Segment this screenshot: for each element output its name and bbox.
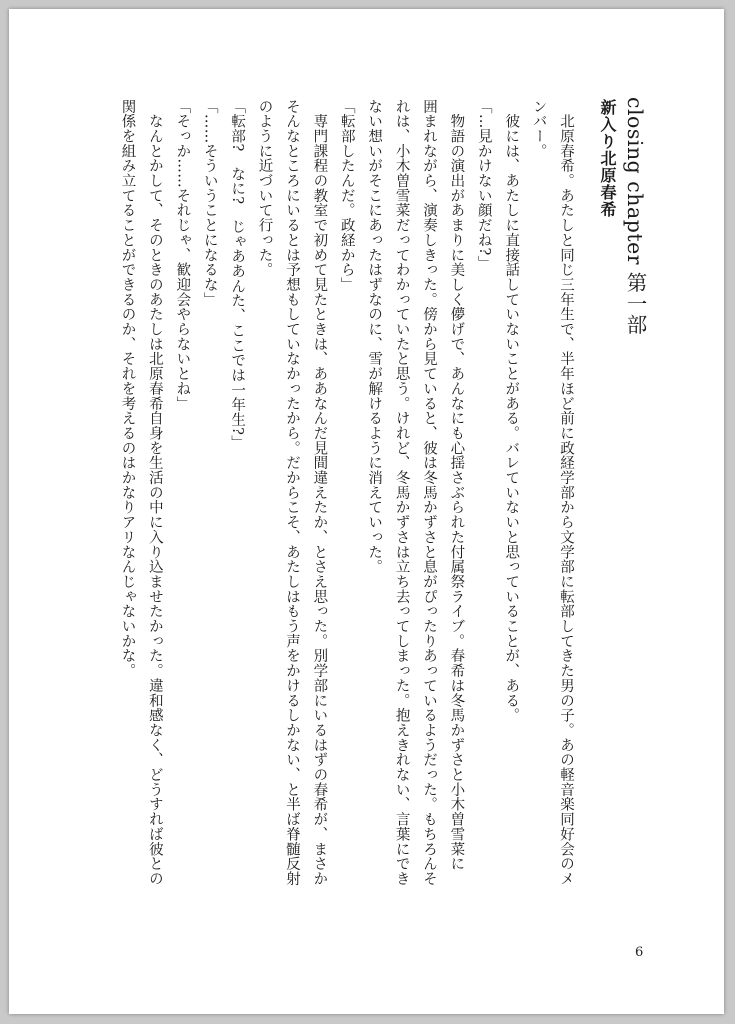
paragraph-line: 「そっか……それじゃ、歓迎会やらないとね」 <box>174 99 191 411</box>
chapter-title: closing chapter 第一部 <box>623 97 647 336</box>
paragraph-line: 北原春希。あたしと同じ三年生で、半年ほど前に政経学部から文学部に転部してきた男の子。あの軽音楽同好会のメ <box>558 99 574 887</box>
paragraph-line: 囲まれながら、演奏しきった。傍から見ていると、彼は冬馬かずさと息がぴったりあっているようだった。もちろんそ <box>420 99 437 887</box>
page-number: 6 <box>635 945 644 960</box>
paragraph-line: 関係を組み立てることができるのか、それを考えるのはかなりアリなんじゃないかな。 <box>119 99 136 679</box>
body-text <box>119 99 579 959</box>
paragraph-line: 専門課程の教室で初めて見たときは、ああなんだ見間違えたか、とさえ思った。別学部にいるはずの春希が、まさか <box>311 99 328 887</box>
paragraph-line: ない想いがそこにあったはずなのに、雪が解けるように消えていった。 <box>366 99 383 575</box>
paragraph-line: 「転部したんだ。政経から」 <box>338 99 355 293</box>
paragraph-line: れは、小木曽雪菜だってわかっていたと思う。けれど、冬馬かずさは立ち去ってしまった。抱えきれない、言葉にでき <box>393 99 410 887</box>
paragraph-line: なんとかして、そのときのあたしは北原春希自身を生活の中に入り込ませたかった。違和感なく、どうすれば彼との <box>146 99 163 887</box>
book-page <box>9 9 724 1014</box>
chapter-subtitle: 新入り北原春希 <box>598 99 617 218</box>
paragraph-line: 「…見かけない顔だね?」 <box>475 99 492 271</box>
paragraph-line: ンバー。 <box>530 99 547 159</box>
paragraph-line: 彼には、あたしに直接話していないことがある。バレていないと思っていることが、ある。 <box>503 99 520 723</box>
paragraph-line: 「転部? なに? じゃああんた、ここでは一年生?」 <box>229 99 246 451</box>
paragraph-line: 物語の演出があまりに美しく儚げで、あんなにも心揺さぶられた付属祭ライブ。春希は冬馬かずさと小木曽雪菜に <box>448 99 465 872</box>
paragraph-line: 「……そういうことになるな」 <box>201 99 218 307</box>
paragraph-line: のように近づいて行った。 <box>256 99 273 278</box>
paragraph-line: そんなところにいるとは予想もしていなかったから。だからこそ、あたしはもう声をかけるしかない、と半ば脊髄反射 <box>283 99 300 887</box>
